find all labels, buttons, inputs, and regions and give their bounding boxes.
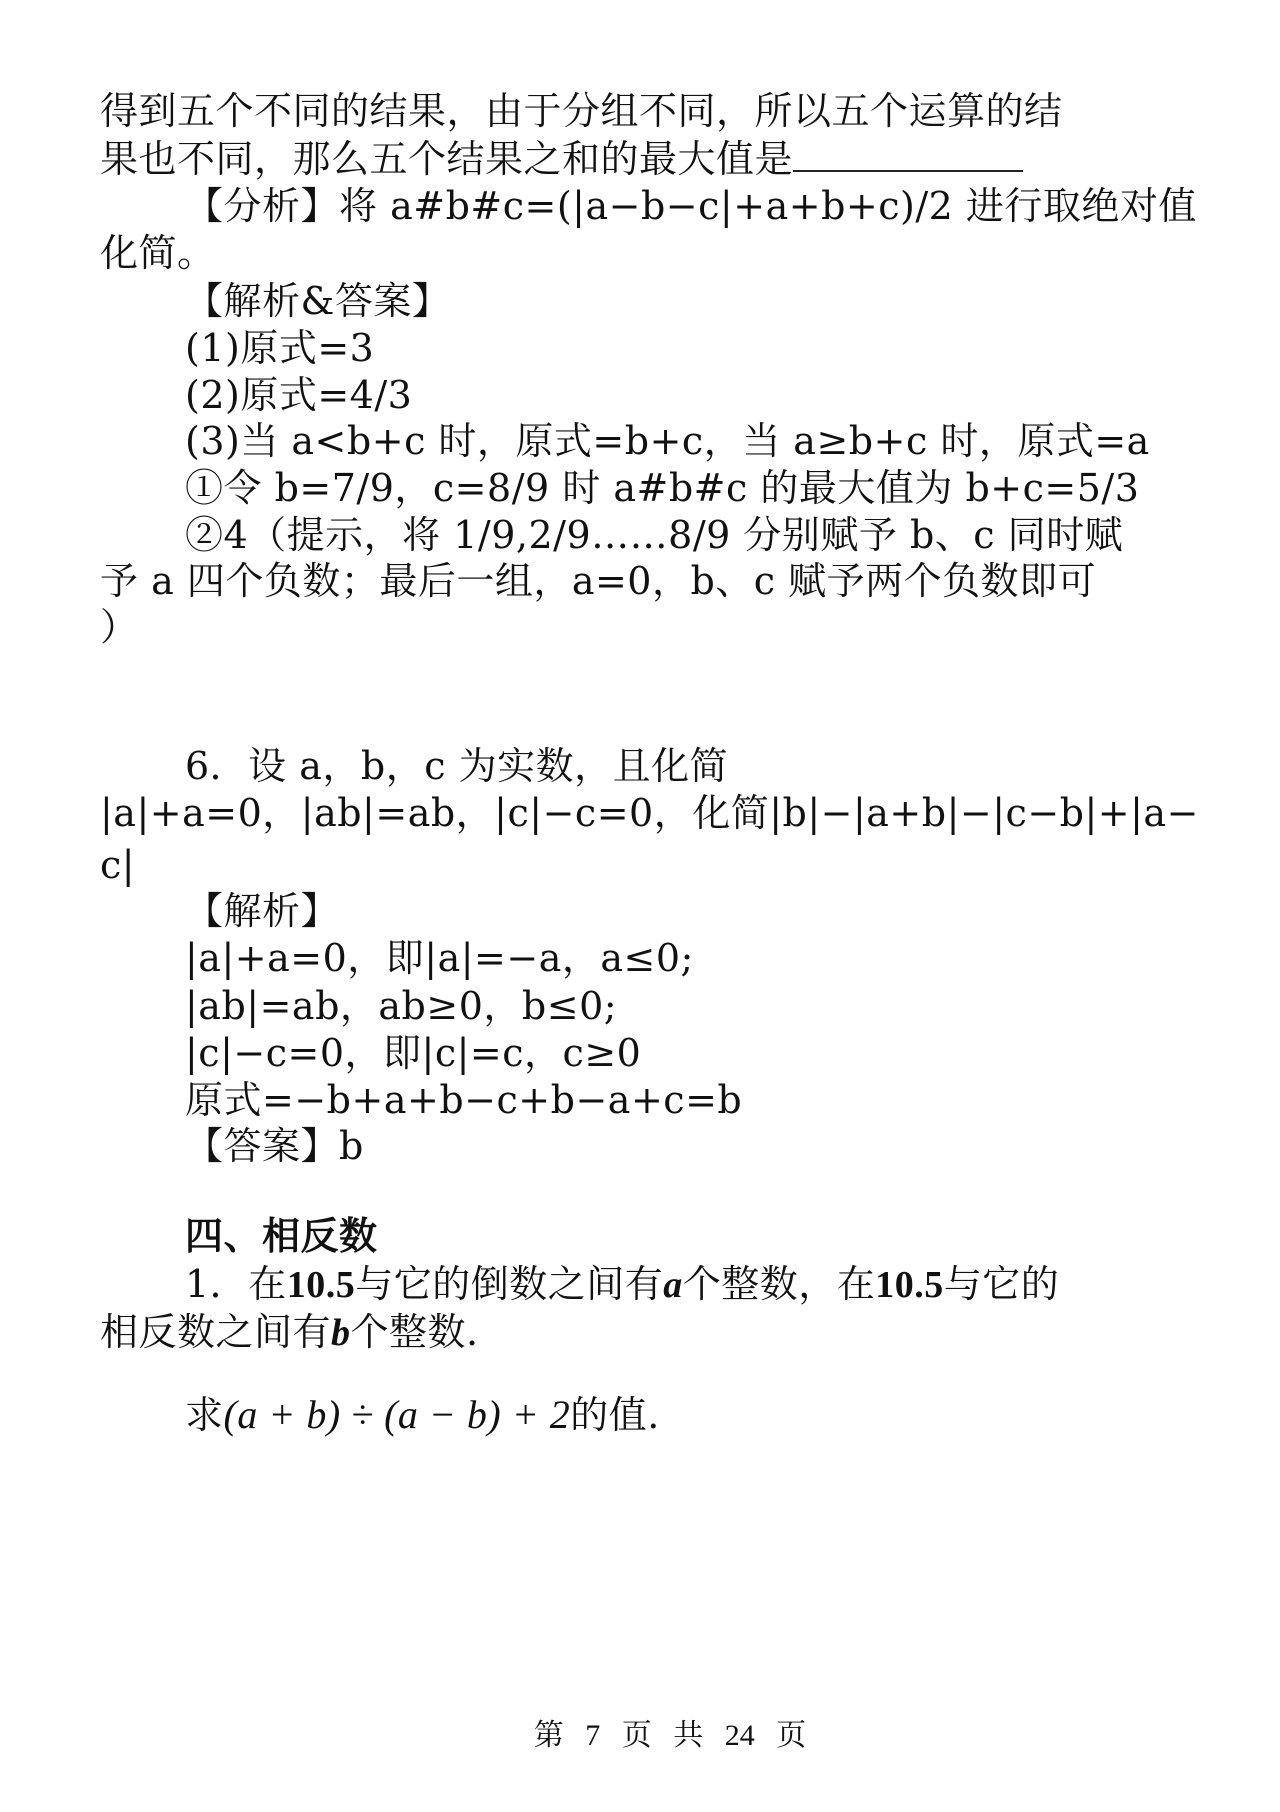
problem-line: |a|+a=0，|ab|=ab，|c|−c=0，化简|b|−|a+b|−|c−b|+|a− <box>100 791 1199 835</box>
text-segment: 的值. <box>570 1393 660 1437</box>
number: 10.5 <box>286 1264 356 1306</box>
question-line <box>185 1392 660 1438</box>
solution-heading: 【解析&答案】 <box>185 279 451 323</box>
answer-line: ①令 b=7/9，c=8/9 时 a#b#c 的最大值为 b+c=5/3 <box>185 466 1140 510</box>
text-line <box>100 136 1023 182</box>
answer-line: 【答案】b <box>185 1124 364 1168</box>
text-segment: 与它的倒数之间有 <box>355 1262 664 1306</box>
text-line: 得到五个不同的结果，由于分组不同，所以五个运算的结 <box>100 89 1063 133</box>
analysis-line: 【分析】将 a#b#c=(|a−b−c|+a+b+c)/2 进行取绝对值 <box>185 184 1197 228</box>
solution-step: 原式=−b+a+b−c+b−a+c=b <box>185 1078 743 1122</box>
answer-blank <box>793 136 1023 172</box>
problem-line: c| <box>100 843 136 887</box>
page-footer: 第 7 页 共 24 页 <box>533 1719 807 1752</box>
variable-a: a <box>663 1264 683 1306</box>
text-segment: 果也不同，那么五个结果之和的最大值是 <box>100 137 794 181</box>
text-segment: 个整数. <box>350 1310 479 1354</box>
math-expression: (a + b) ÷ (a − b) + 2 <box>223 1392 571 1437</box>
problem-title: 6．设 a，b，c 为实数，且化简 <box>185 744 729 788</box>
answer-line: (3)当 a<b+c 时，原式=b+c，当 a≥b+c 时，原式=a <box>185 419 1150 463</box>
answer-line: (1)原式=3 <box>185 326 375 370</box>
question-line <box>100 1309 479 1356</box>
number: 10.5 <box>875 1264 944 1306</box>
text-segment: 个整数，在 <box>682 1262 876 1306</box>
variable-b: b <box>331 1312 351 1354</box>
text-segment: 求 <box>185 1393 224 1437</box>
answer-line: (2)原式=4/3 <box>185 373 413 417</box>
solution-step: |a|+a=0，即|a|=−a，a≤0; <box>185 936 694 980</box>
solution-heading: 【解析】 <box>185 889 340 933</box>
section-heading: 四、相反数 <box>185 1213 378 1258</box>
question-line <box>185 1261 1059 1308</box>
text-segment: 1．在 <box>185 1262 287 1306</box>
answer-line: ②4（提示，将 1/9,2/9……8/9 分别赋予 b、c 同时赋 <box>185 513 1124 557</box>
answer-line: ） <box>100 605 139 649</box>
text-segment: 相反数之间有 <box>100 1310 332 1354</box>
text-line: 化简。 <box>100 231 216 275</box>
text-segment: 与它的 <box>943 1262 1060 1306</box>
solution-step: |ab|=ab，ab≥0，b≤0; <box>185 984 618 1028</box>
answer-line: 予 a 四个负数；最后一组，a=0，b、c 赋予两个负数即可 <box>100 559 1097 603</box>
solution-step: |c|−c=0，即|c|=c，c≥0 <box>185 1031 642 1075</box>
